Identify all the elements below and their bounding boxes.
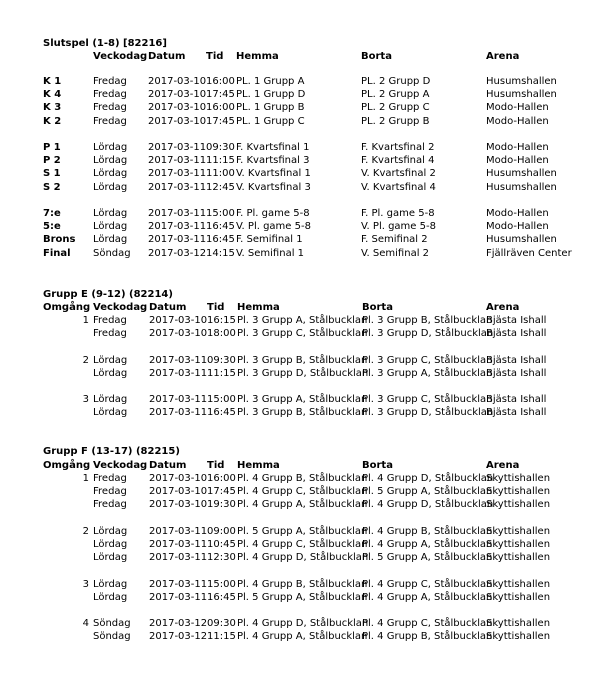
cell-day: Lördag — [93, 142, 128, 153]
cell-arena: Modo-Hallen — [486, 155, 549, 166]
cell-away: Pl. 4 Grupp D, Stålbucklan — [362, 499, 494, 510]
cell-arena: Husumshallen — [486, 182, 557, 193]
cell-home: Pl. 4 Grupp B, Stålbucklan — [237, 473, 368, 484]
cell-home: V. Kvartsfinal 3 — [236, 182, 311, 193]
cell-day: Söndag — [93, 248, 131, 259]
cell-home: Pl. 5 Grupp A, Stålbucklan — [237, 592, 368, 603]
cell-arena: Bjästa Ishall — [486, 394, 547, 405]
cell-time: 10:45 — [207, 539, 236, 550]
cell-label: 2 — [82, 355, 89, 366]
cell-arena: Modo-Hallen — [486, 116, 549, 127]
cell-arena: Husumshallen — [486, 76, 557, 87]
section-title: Grupp F (13-17) (82215) — [43, 446, 180, 457]
cell-away: Pl. 4 Grupp B, Stålbucklan — [362, 631, 493, 642]
column-header-label: Omgång — [43, 460, 91, 471]
cell-time: 17:45 — [207, 486, 236, 497]
column-header-away: Borta — [362, 460, 393, 471]
cell-time: 11:00 — [206, 168, 235, 179]
cell-date: 2017-03-10 — [149, 486, 208, 497]
column-header-home: Hemma — [237, 460, 280, 471]
column-header-arena: Arena — [486, 51, 520, 62]
cell-arena: Skyttishallen — [486, 486, 551, 497]
section-title: Grupp E (9-12) (82214) — [43, 289, 173, 300]
cell-day: Lördag — [93, 355, 128, 366]
cell-away: Pl. 4 Grupp C, Stålbucklan — [362, 618, 493, 629]
cell-home: Pl. 4 Grupp A, Stålbucklan — [237, 631, 368, 642]
cell-date: 2017-03-11 — [149, 355, 208, 366]
cell-away: PL. 2 Grupp A — [361, 89, 430, 100]
cell-arena: Modo-Hallen — [486, 221, 549, 232]
cell-home: Pl. 3 Grupp C, Stålbucklan — [237, 328, 368, 339]
cell-arena: Modo-Hallen — [486, 142, 549, 153]
cell-home: V. Semifinal 1 — [236, 248, 305, 259]
cell-time: 15:00 — [207, 579, 236, 590]
cell-label: Brons — [43, 234, 76, 245]
cell-day: Fredag — [93, 315, 127, 326]
cell-day: Lördag — [93, 526, 128, 537]
cell-arena: Bjästa Ishall — [486, 355, 547, 366]
cell-time: 16:00 — [206, 102, 235, 113]
cell-label: Final — [43, 248, 71, 259]
cell-home: PL. 1 Grupp B — [236, 102, 305, 113]
cell-arena: Bjästa Ishall — [486, 315, 547, 326]
cell-away: Pl. 4 Grupp B, Stålbucklan — [362, 526, 493, 537]
cell-home: Pl. 4 Grupp C, Stålbucklan — [237, 486, 368, 497]
cell-date: 2017-03-11 — [148, 234, 207, 245]
cell-away: F. Semifinal 2 — [361, 234, 428, 245]
section-title: Slutspel (1-8) [82216] — [43, 38, 167, 49]
cell-time: 16:00 — [206, 76, 235, 87]
cell-date: 2017-03-11 — [149, 539, 208, 550]
cell-day: Söndag — [93, 631, 131, 642]
cell-day: Lördag — [93, 168, 128, 179]
cell-arena: Skyttishallen — [486, 539, 551, 550]
cell-home: Pl. 4 Grupp B, Stålbucklan — [237, 579, 368, 590]
column-header-date: Datum — [149, 460, 187, 471]
cell-away: Pl. 5 Grupp A, Stålbucklan — [362, 552, 493, 563]
cell-day: Lördag — [93, 539, 128, 550]
cell-day: Lördag — [93, 208, 128, 219]
cell-date: 2017-03-11 — [149, 552, 208, 563]
cell-arena: Modo-Hallen — [486, 102, 549, 113]
column-header-time: Tid — [207, 302, 225, 313]
cell-away: Pl. 3 Grupp C, Stålbucklan — [362, 394, 493, 405]
cell-day: Fredag — [93, 102, 127, 113]
cell-home: F. Semifinal 1 — [236, 234, 303, 245]
cell-time: 12:45 — [206, 182, 235, 193]
cell-away: V. Pl. game 5-8 — [361, 221, 436, 232]
cell-away: V. Semifinal 2 — [361, 248, 430, 259]
cell-day: Lördag — [93, 579, 128, 590]
cell-day: Fredag — [93, 499, 127, 510]
column-header-label: Omgång — [43, 302, 91, 313]
cell-arena: Fjällräven Center — [486, 248, 572, 259]
cell-day: Lördag — [93, 221, 128, 232]
cell-time: 09:30 — [206, 142, 235, 153]
cell-arena: Skyttishallen — [486, 552, 551, 563]
cell-away: Pl. 4 Grupp A, Stålbucklan — [362, 539, 493, 550]
cell-day: Fredag — [93, 116, 127, 127]
cell-time: 17:45 — [206, 89, 235, 100]
cell-day: Lördag — [93, 368, 128, 379]
cell-away: Pl. 3 Grupp D, Stålbucklan — [362, 407, 494, 418]
cell-away: V. Kvartsfinal 2 — [361, 168, 436, 179]
cell-label: K 2 — [43, 116, 62, 127]
cell-day: Lördag — [93, 155, 128, 166]
cell-arena: Husumshallen — [486, 89, 557, 100]
cell-date: 2017-03-11 — [149, 407, 208, 418]
cell-away: Pl. 3 Grupp A, Stålbucklan — [362, 368, 493, 379]
cell-home: V. Pl. game 5-8 — [236, 221, 311, 232]
cell-label: 3 — [82, 579, 89, 590]
cell-time: 11:15 — [206, 155, 235, 166]
cell-time: 16:45 — [207, 592, 236, 603]
cell-home: Pl. 4 Grupp D, Stålbucklan — [237, 618, 369, 629]
cell-away: PL. 2 Grupp C — [361, 102, 430, 113]
cell-home: V. Kvartsfinal 1 — [236, 168, 311, 179]
cell-arena: Skyttishallen — [486, 592, 551, 603]
cell-arena: Skyttishallen — [486, 473, 551, 484]
cell-arena: Bjästa Ishall — [486, 328, 547, 339]
cell-arena: Skyttishallen — [486, 499, 551, 510]
cell-time: 16:45 — [207, 407, 236, 418]
cell-date: 2017-03-11 — [148, 182, 207, 193]
cell-label: 3 — [82, 394, 89, 405]
cell-day: Lördag — [93, 552, 128, 563]
cell-away: Pl. 5 Grupp A, Stålbucklan — [362, 486, 493, 497]
cell-time: 18:00 — [207, 328, 236, 339]
cell-day: Söndag — [93, 618, 131, 629]
cell-day: Lördag — [93, 394, 128, 405]
cell-arena: Husumshallen — [486, 168, 557, 179]
cell-label: S 1 — [43, 168, 61, 179]
cell-date: 2017-03-10 — [148, 76, 207, 87]
cell-arena: Modo-Hallen — [486, 208, 549, 219]
cell-arena: Skyttishallen — [486, 631, 551, 642]
cell-time: 16:15 — [207, 315, 236, 326]
cell-label: 2 — [82, 526, 89, 537]
cell-time: 09:30 — [207, 618, 236, 629]
cell-day: Fredag — [93, 486, 127, 497]
cell-date: 2017-03-10 — [148, 89, 207, 100]
cell-day: Fredag — [93, 473, 127, 484]
cell-home: PL. 1 Grupp D — [236, 89, 306, 100]
cell-date: 2017-03-11 — [148, 208, 207, 219]
cell-away: F. Kvartsfinal 2 — [361, 142, 435, 153]
cell-arena: Bjästa Ishall — [486, 368, 547, 379]
cell-date: 2017-03-10 — [148, 116, 207, 127]
cell-home: Pl. 3 Grupp B, Stålbucklan — [237, 407, 368, 418]
cell-away: Pl. 3 Grupp C, Stålbucklan — [362, 355, 493, 366]
cell-time: 14:15 — [206, 248, 235, 259]
cell-time: 19:30 — [207, 499, 236, 510]
cell-time: 11:15 — [207, 631, 236, 642]
cell-away: F. Pl. game 5-8 — [361, 208, 435, 219]
cell-date: 2017-03-12 — [149, 631, 208, 642]
cell-date: 2017-03-11 — [148, 142, 207, 153]
cell-date: 2017-03-11 — [149, 368, 208, 379]
cell-home: Pl. 4 Grupp A, Stålbucklan — [237, 499, 368, 510]
column-header-home: Hemma — [236, 51, 279, 62]
cell-away: V. Kvartsfinal 4 — [361, 182, 436, 193]
cell-day: Fredag — [93, 76, 127, 87]
cell-home: PL. 1 Grupp A — [236, 76, 305, 87]
cell-time: 09:00 — [207, 526, 236, 537]
cell-away: Pl. 3 Grupp B, Stålbucklan — [362, 315, 493, 326]
cell-arena: Husumshallen — [486, 234, 557, 245]
column-header-arena: Arena — [486, 460, 520, 471]
cell-day: Fredag — [93, 89, 127, 100]
column-header-date: Datum — [149, 302, 187, 313]
cell-time: 12:30 — [207, 552, 236, 563]
cell-date: 2017-03-11 — [149, 579, 208, 590]
cell-time: 15:00 — [207, 394, 236, 405]
cell-time: 16:45 — [206, 234, 235, 245]
cell-date: 2017-03-11 — [149, 526, 208, 537]
cell-date: 2017-03-11 — [149, 592, 208, 603]
cell-day: Lördag — [93, 407, 128, 418]
column-header-arena: Arena — [486, 302, 520, 313]
cell-time: 17:45 — [206, 116, 235, 127]
cell-date: 2017-03-10 — [149, 499, 208, 510]
cell-home: Pl. 5 Grupp A, Stålbucklan — [237, 526, 368, 537]
cell-label: S 2 — [43, 182, 61, 193]
cell-date: 2017-03-10 — [148, 102, 207, 113]
column-header-day: Veckodag — [93, 460, 148, 471]
cell-label: P 1 — [43, 142, 61, 153]
cell-arena: Bjästa Ishall — [486, 407, 547, 418]
cell-time: 16:00 — [207, 473, 236, 484]
cell-date: 2017-03-12 — [148, 248, 207, 259]
cell-away: PL. 2 Grupp D — [361, 76, 431, 87]
cell-label: P 2 — [43, 155, 61, 166]
cell-home: Pl. 4 Grupp C, Stålbucklan — [237, 539, 368, 550]
column-header-date: Datum — [148, 51, 186, 62]
cell-label: K 1 — [43, 76, 62, 87]
cell-away: Pl. 4 Grupp C, Stålbucklan — [362, 579, 493, 590]
cell-arena: Skyttishallen — [486, 618, 551, 629]
cell-label: K 3 — [43, 102, 62, 113]
cell-date: 2017-03-10 — [149, 328, 208, 339]
cell-arena: Skyttishallen — [486, 526, 551, 537]
cell-date: 2017-03-11 — [148, 221, 207, 232]
cell-label: 5:e — [43, 221, 61, 232]
cell-date: 2017-03-11 — [148, 168, 207, 179]
column-header-away: Borta — [362, 302, 393, 313]
cell-home: F. Pl. game 5-8 — [236, 208, 310, 219]
cell-home: Pl. 3 Grupp A, Stålbucklan — [237, 315, 368, 326]
column-header-away: Borta — [361, 51, 392, 62]
column-header-time: Tid — [207, 460, 225, 471]
cell-date: 2017-03-10 — [149, 315, 208, 326]
cell-arena: Skyttishallen — [486, 579, 551, 590]
cell-home: Pl. 3 Grupp B, Stålbucklan — [237, 355, 368, 366]
cell-label: 1 — [82, 473, 89, 484]
cell-home: Pl. 3 Grupp A, Stålbucklan — [237, 394, 368, 405]
cell-day: Lördag — [93, 234, 128, 245]
cell-date: 2017-03-11 — [148, 155, 207, 166]
column-header-day: Veckodag — [93, 302, 148, 313]
cell-away: Pl. 3 Grupp D, Stålbucklan — [362, 328, 494, 339]
cell-date: 2017-03-12 — [149, 618, 208, 629]
cell-label: K 4 — [43, 89, 62, 100]
cell-day: Fredag — [93, 328, 127, 339]
cell-day: Lördag — [93, 592, 128, 603]
cell-day: Lördag — [93, 182, 128, 193]
cell-home: F. Kvartsfinal 3 — [236, 155, 310, 166]
column-header-time: Tid — [206, 51, 224, 62]
cell-home: F. Kvartsfinal 1 — [236, 142, 310, 153]
cell-date: 2017-03-11 — [149, 394, 208, 405]
cell-away: Pl. 4 Grupp A, Stålbucklan — [362, 592, 493, 603]
cell-home: PL. 1 Grupp C — [236, 116, 305, 127]
cell-time: 16:45 — [206, 221, 235, 232]
cell-away: F. Kvartsfinal 4 — [361, 155, 435, 166]
cell-time: 11:15 — [207, 368, 236, 379]
cell-label: 7:e — [43, 208, 61, 219]
column-header-home: Hemma — [237, 302, 280, 313]
cell-label: 4 — [82, 618, 89, 629]
cell-label: 1 — [82, 315, 89, 326]
cell-time: 15:00 — [206, 208, 235, 219]
cell-date: 2017-03-10 — [149, 473, 208, 484]
cell-time: 09:30 — [207, 355, 236, 366]
cell-home: Pl. 3 Grupp D, Stålbucklan — [237, 368, 369, 379]
column-header-day: Veckodag — [93, 51, 148, 62]
cell-away: PL. 2 Grupp B — [361, 116, 430, 127]
cell-home: Pl. 4 Grupp D, Stålbucklan — [237, 552, 369, 563]
cell-away: Pl. 4 Grupp D, Stålbucklan — [362, 473, 494, 484]
